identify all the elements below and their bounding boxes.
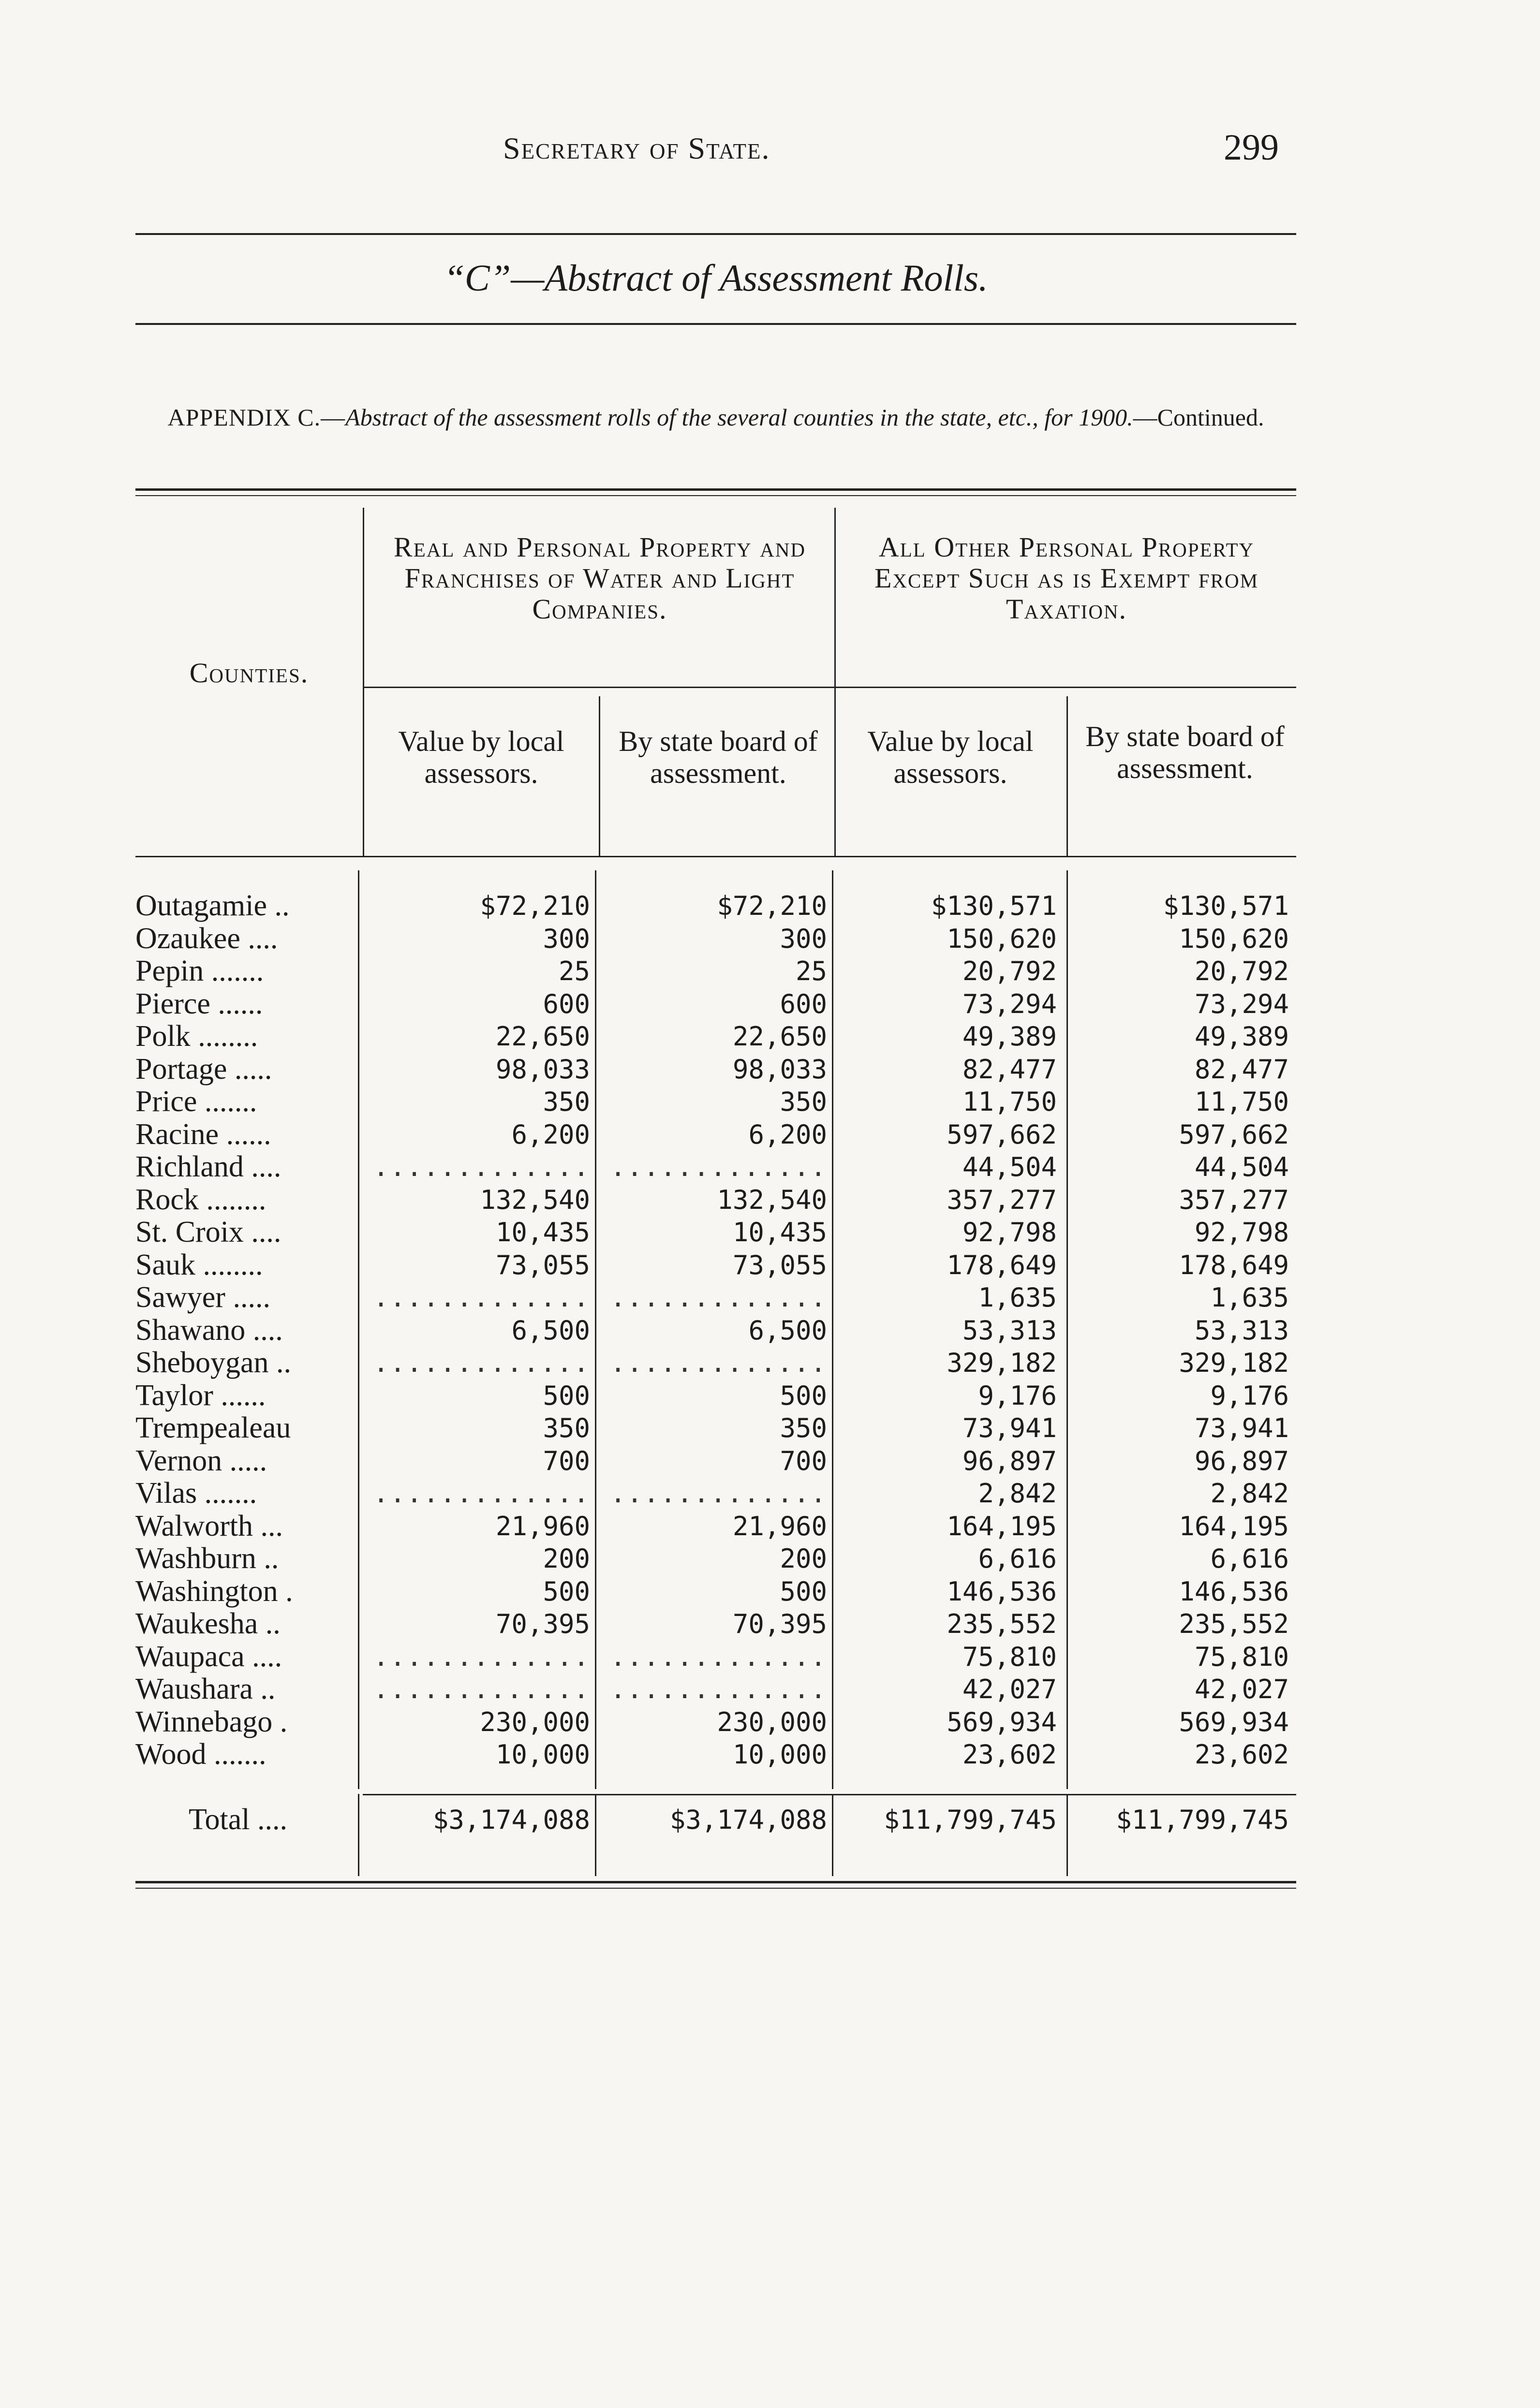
value-state-real: 500 bbox=[780, 1380, 827, 1411]
value-local-real: 21,960 bbox=[495, 1511, 590, 1542]
value-local-personal: 11,750 bbox=[962, 1087, 1057, 1117]
value-state-real: 70,395 bbox=[732, 1609, 827, 1639]
county-name: Pierce ...... bbox=[135, 987, 263, 1020]
value-local-personal: 44,504 bbox=[962, 1152, 1057, 1182]
county-name: Polk ........ bbox=[135, 1020, 258, 1053]
county-name: Trempealeau bbox=[135, 1412, 291, 1444]
header-divider-2 bbox=[834, 508, 836, 856]
table-row bbox=[135, 1347, 1296, 1379]
value-state-real: 10,000 bbox=[732, 1739, 827, 1770]
value-local-personal: 49,389 bbox=[962, 1021, 1057, 1052]
table-row bbox=[135, 1118, 1296, 1151]
value-local-personal: 146,536 bbox=[947, 1576, 1057, 1607]
table-rule-bottom bbox=[135, 1881, 1296, 1883]
subheader-3: Value by local assessors. bbox=[867, 725, 1034, 789]
value-state-personal: 6,616 bbox=[1210, 1543, 1289, 1574]
value-local-personal: 23,602 bbox=[962, 1739, 1057, 1770]
table-row bbox=[135, 1314, 1296, 1347]
value-local-real: 500 bbox=[543, 1576, 590, 1607]
table-row bbox=[135, 1445, 1296, 1477]
value-local-personal: 53,313 bbox=[962, 1315, 1057, 1346]
value-local-personal: 73,941 bbox=[962, 1413, 1057, 1443]
value-local-real: 6,500 bbox=[511, 1315, 590, 1346]
section-title: “C”—Abstract of Assessment Rolls. bbox=[444, 257, 988, 299]
value-local-personal: 357,277 bbox=[947, 1184, 1057, 1215]
value-local-personal: 42,027 bbox=[962, 1674, 1057, 1704]
appendix-caption bbox=[135, 401, 1296, 433]
table-row bbox=[135, 1706, 1296, 1738]
table-row bbox=[135, 1738, 1296, 1771]
county-name: Outagamie .. bbox=[135, 890, 290, 922]
value-local-real: ............. bbox=[373, 1674, 590, 1704]
value-state-personal: 23,602 bbox=[1194, 1739, 1289, 1770]
total-label: Total .... bbox=[189, 1804, 288, 1836]
value-local-real: 350 bbox=[543, 1413, 590, 1443]
county-name: Richland .... bbox=[135, 1151, 281, 1183]
table-row bbox=[135, 1641, 1296, 1673]
value-state-real: ............. bbox=[610, 1348, 827, 1378]
value-state-personal: 73,941 bbox=[1194, 1413, 1289, 1443]
assessment-table bbox=[135, 488, 1296, 1891]
total-row bbox=[135, 1804, 1296, 1836]
table-row bbox=[135, 1510, 1296, 1542]
header-divider-1 bbox=[363, 508, 364, 856]
value-local-real: 10,435 bbox=[495, 1217, 590, 1248]
table-row bbox=[135, 1412, 1296, 1444]
value-state-personal: 44,504 bbox=[1194, 1152, 1289, 1182]
value-local-personal: 20,792 bbox=[962, 956, 1057, 986]
value-state-real: 700 bbox=[780, 1445, 827, 1476]
value-state-real: 350 bbox=[780, 1087, 827, 1117]
value-local-real: 500 bbox=[543, 1380, 590, 1411]
value-state-real: 6,200 bbox=[748, 1119, 827, 1150]
value-state-real: ............. bbox=[610, 1478, 827, 1509]
value-local-real: ............. bbox=[373, 1152, 590, 1182]
table-row bbox=[135, 1477, 1296, 1510]
subheader-4: By state board of assessment. bbox=[1085, 720, 1285, 784]
value-state-real: 22,650 bbox=[732, 1021, 827, 1052]
value-local-personal: 82,477 bbox=[962, 1054, 1057, 1085]
value-local-real: 73,055 bbox=[495, 1249, 590, 1280]
county-name: Walworth ... bbox=[135, 1510, 283, 1542]
value-local-personal: 235,552 bbox=[947, 1609, 1057, 1639]
value-local-real: 132,540 bbox=[480, 1184, 590, 1215]
total-c4: $11,799,745 bbox=[1116, 1805, 1289, 1835]
value-local-real: ............. bbox=[373, 1348, 590, 1378]
county-name: St. Croix .... bbox=[135, 1216, 281, 1248]
subheader-1: Value by local assessors. bbox=[398, 725, 564, 789]
value-local-real: 22,650 bbox=[495, 1021, 590, 1052]
value-state-personal: 92,798 bbox=[1194, 1217, 1289, 1248]
value-local-real: ............. bbox=[373, 1478, 590, 1509]
value-local-real: 10,000 bbox=[495, 1739, 590, 1770]
value-state-personal: 597,662 bbox=[1179, 1119, 1289, 1150]
value-state-personal: 2,842 bbox=[1210, 1478, 1289, 1509]
value-state-personal: 9,176 bbox=[1210, 1380, 1289, 1411]
table-row bbox=[135, 1184, 1296, 1216]
value-local-real: ............. bbox=[373, 1641, 590, 1672]
value-state-personal: 235,552 bbox=[1179, 1609, 1289, 1639]
table-row bbox=[135, 988, 1296, 1020]
value-state-personal: 1,635 bbox=[1210, 1282, 1289, 1313]
value-state-real: 21,960 bbox=[732, 1511, 827, 1542]
value-local-personal: 75,810 bbox=[962, 1641, 1057, 1672]
value-state-personal: 82,477 bbox=[1194, 1054, 1289, 1085]
value-state-real: 6,500 bbox=[748, 1315, 827, 1346]
value-state-personal: 53,313 bbox=[1194, 1315, 1289, 1346]
value-state-personal: 329,182 bbox=[1179, 1348, 1289, 1378]
value-local-personal: 597,662 bbox=[947, 1119, 1057, 1150]
value-local-personal: 178,649 bbox=[947, 1249, 1057, 1280]
title-rule-top bbox=[135, 233, 1296, 235]
value-local-real: 70,395 bbox=[495, 1609, 590, 1639]
total-c2: $3,174,088 bbox=[669, 1805, 827, 1835]
value-local-personal: 73,294 bbox=[962, 988, 1057, 1019]
value-state-personal: 20,792 bbox=[1194, 956, 1289, 986]
value-state-personal: $130,571 bbox=[1163, 891, 1289, 921]
county-name: Shawano .... bbox=[135, 1314, 283, 1347]
value-state-personal: 569,934 bbox=[1179, 1706, 1289, 1737]
value-state-real: ............. bbox=[610, 1152, 827, 1182]
value-state-real: ............. bbox=[610, 1674, 827, 1704]
counties-header: Counties. bbox=[189, 657, 309, 689]
value-state-real: ............. bbox=[610, 1641, 827, 1672]
table-row bbox=[135, 1053, 1296, 1086]
table-rule-bottom-2 bbox=[135, 1888, 1296, 1889]
county-name: Sheboygan .. bbox=[135, 1347, 292, 1379]
header-bottom-rule bbox=[135, 856, 1296, 857]
value-state-real: 350 bbox=[780, 1413, 827, 1443]
county-name: Sauk ........ bbox=[135, 1248, 263, 1281]
total-c3: $11,799,745 bbox=[884, 1805, 1057, 1835]
table-row bbox=[135, 1020, 1296, 1053]
total-rule bbox=[363, 1794, 1296, 1795]
value-local-real: 6,200 bbox=[511, 1119, 590, 1150]
value-state-personal: 42,027 bbox=[1194, 1674, 1289, 1704]
group2-header: All Other Personal Property Except Such as is Exempt from Taxation. bbox=[874, 531, 1259, 625]
county-name: Washington . bbox=[135, 1575, 293, 1608]
table-row bbox=[135, 955, 1296, 987]
value-state-real: 600 bbox=[780, 988, 827, 1019]
table-row bbox=[135, 890, 1296, 922]
value-state-real: ............. bbox=[610, 1282, 827, 1313]
county-name: Price ....... bbox=[135, 1086, 257, 1118]
county-name: Pepin ....... bbox=[135, 955, 264, 987]
table-row bbox=[135, 1380, 1296, 1412]
table-row bbox=[135, 1249, 1296, 1281]
header-divider-sub2 bbox=[1066, 696, 1068, 856]
value-local-personal: 150,620 bbox=[947, 923, 1057, 954]
table-row bbox=[135, 1151, 1296, 1183]
table-row bbox=[135, 1608, 1296, 1640]
value-state-real: 98,033 bbox=[732, 1054, 827, 1085]
county-name: Wood ....... bbox=[135, 1738, 267, 1771]
county-name: Portage ..... bbox=[135, 1053, 272, 1086]
value-local-personal: 92,798 bbox=[962, 1217, 1057, 1248]
running-head: Secretary of State. bbox=[503, 131, 770, 165]
value-local-real: $72,210 bbox=[480, 891, 590, 921]
county-name: Vernon ..... bbox=[135, 1444, 267, 1477]
value-local-real: ............. bbox=[373, 1282, 590, 1313]
county-name: Racine ...... bbox=[135, 1118, 271, 1151]
value-local-real: 300 bbox=[543, 923, 590, 954]
value-local-real: 350 bbox=[543, 1087, 590, 1117]
value-local-personal: 329,182 bbox=[947, 1348, 1057, 1378]
value-state-personal: 73,294 bbox=[1194, 988, 1289, 1019]
value-state-personal: 11,750 bbox=[1194, 1087, 1289, 1117]
value-state-personal: 357,277 bbox=[1179, 1184, 1289, 1215]
value-state-personal: 146,536 bbox=[1179, 1576, 1289, 1607]
table-row bbox=[135, 1542, 1296, 1575]
county-name: Waukesha .. bbox=[135, 1608, 281, 1640]
value-local-personal: 6,616 bbox=[978, 1543, 1057, 1574]
value-state-personal: 96,897 bbox=[1194, 1445, 1289, 1476]
value-local-real: 98,033 bbox=[495, 1054, 590, 1085]
value-state-personal: 150,620 bbox=[1179, 923, 1289, 954]
table-row bbox=[135, 923, 1296, 955]
appendix-continued: —Continued. bbox=[1133, 404, 1264, 431]
table-row bbox=[135, 1216, 1296, 1248]
value-state-real: $72,210 bbox=[717, 891, 827, 921]
value-local-real: 600 bbox=[543, 988, 590, 1019]
value-state-personal: 164,195 bbox=[1179, 1511, 1289, 1542]
table-row bbox=[135, 1281, 1296, 1314]
value-state-personal: 75,810 bbox=[1194, 1641, 1289, 1672]
county-name: Vilas ....... bbox=[135, 1477, 257, 1510]
value-state-personal: 178,649 bbox=[1179, 1249, 1289, 1280]
value-state-real: 230,000 bbox=[717, 1706, 827, 1737]
value-local-personal: 2,842 bbox=[978, 1478, 1057, 1509]
value-state-real: 200 bbox=[780, 1543, 827, 1574]
county-name: Winnebago . bbox=[135, 1705, 288, 1738]
county-name: Ozaukee .... bbox=[135, 922, 278, 955]
county-name: Waushara .. bbox=[135, 1673, 276, 1705]
county-name: Taylor ...... bbox=[135, 1379, 266, 1412]
county-name: Sawyer ..... bbox=[135, 1281, 270, 1314]
table-row bbox=[135, 1673, 1296, 1705]
appendix-description: Abstract of the assessment rolls of the several counties in the state, etc., for 1900. bbox=[345, 404, 1133, 431]
county-name: Waupaca .... bbox=[135, 1640, 282, 1673]
total-c1: $3,174,088 bbox=[432, 1805, 590, 1835]
county-name: Washburn .. bbox=[135, 1542, 279, 1575]
title-rule-bottom bbox=[135, 323, 1296, 325]
value-state-real: 132,540 bbox=[717, 1184, 827, 1215]
value-local-real: 200 bbox=[543, 1543, 590, 1574]
header-group-rule bbox=[363, 687, 1296, 688]
value-state-personal: 49,389 bbox=[1194, 1021, 1289, 1052]
value-local-personal: 1,635 bbox=[978, 1282, 1057, 1313]
value-local-personal: $130,571 bbox=[931, 891, 1057, 921]
subheader-2: By state board of assessment. bbox=[619, 725, 818, 789]
value-local-personal: 96,897 bbox=[962, 1445, 1057, 1476]
value-local-real: 25 bbox=[558, 956, 590, 986]
appendix-lead: APPENDIX C.— bbox=[167, 404, 346, 431]
page-number: 299 bbox=[1224, 127, 1279, 168]
value-local-personal: 569,934 bbox=[947, 1706, 1057, 1737]
value-state-real: 25 bbox=[795, 956, 827, 986]
header-divider-sub1 bbox=[599, 696, 600, 856]
table-rule-top-2 bbox=[135, 495, 1296, 496]
value-local-real: 230,000 bbox=[480, 1706, 590, 1737]
value-local-personal: 164,195 bbox=[947, 1511, 1057, 1542]
value-state-real: 10,435 bbox=[732, 1217, 827, 1248]
value-local-personal: 9,176 bbox=[978, 1380, 1057, 1411]
group1-header: Real and Personal Property and Franchises of Water and Light Companies. bbox=[394, 531, 806, 625]
value-local-real: 700 bbox=[543, 1445, 590, 1476]
county-name: Rock ........ bbox=[135, 1183, 267, 1216]
table-row bbox=[135, 1086, 1296, 1118]
value-state-real: 500 bbox=[780, 1576, 827, 1607]
table-row bbox=[135, 1575, 1296, 1608]
table-rule-top bbox=[135, 488, 1296, 491]
value-state-real: 73,055 bbox=[732, 1249, 827, 1280]
value-state-real: 300 bbox=[780, 923, 827, 954]
